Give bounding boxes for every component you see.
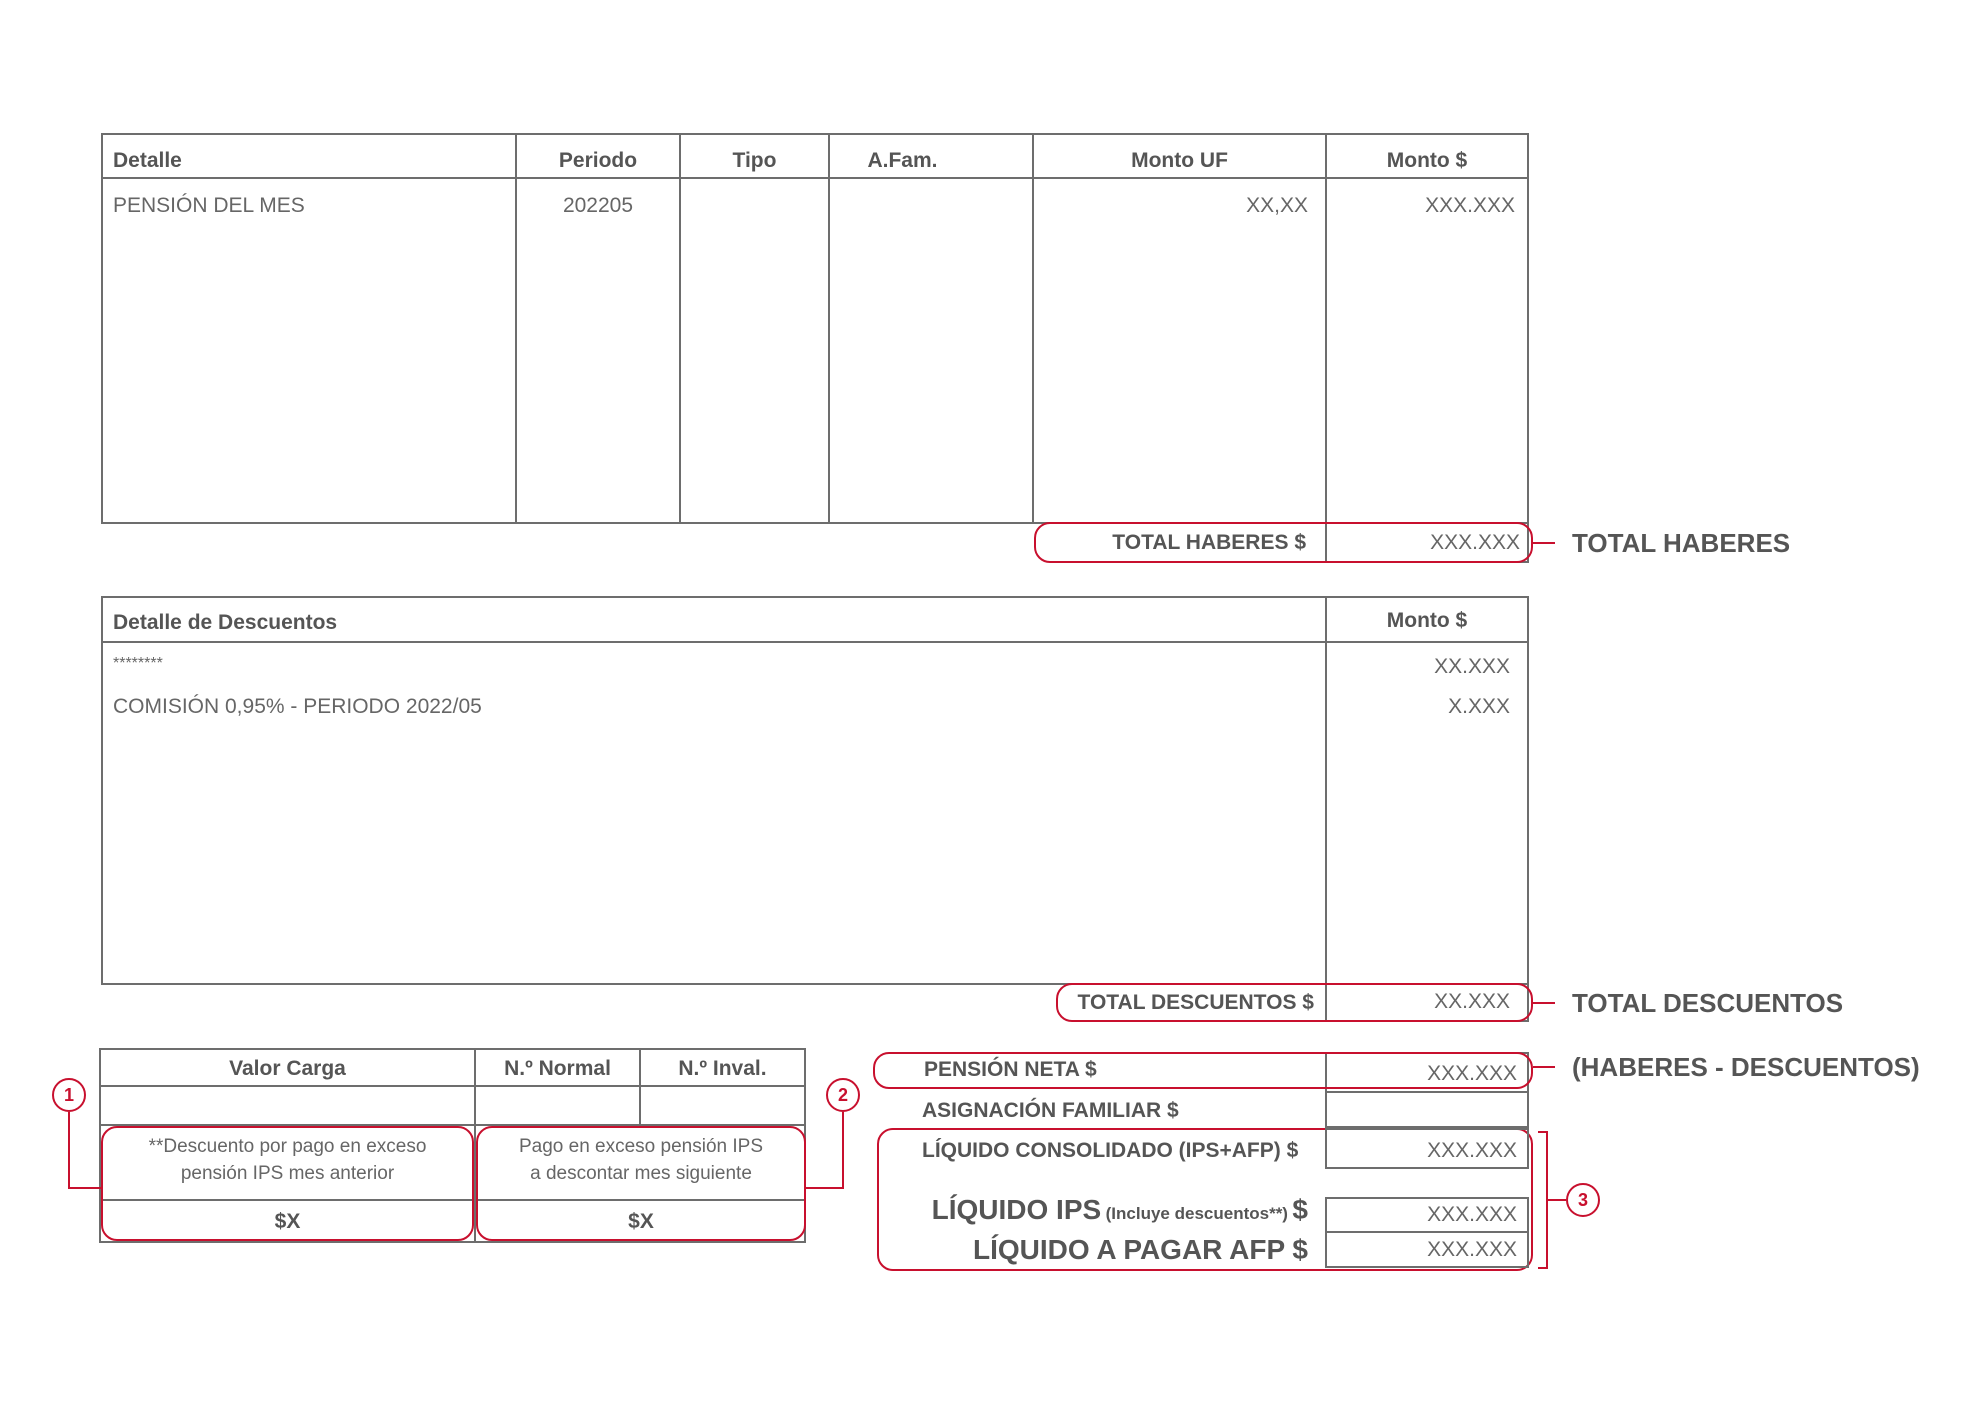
annotation-total-descuentos: TOTAL DESCUENTOS xyxy=(1572,988,1844,1018)
marker-2: 2 xyxy=(826,1078,860,1112)
header-monto-peso: Monto $ xyxy=(1386,149,1468,172)
header-normal: N.º Normal xyxy=(504,1057,611,1080)
asignacion-box xyxy=(1325,1091,1529,1128)
liquido-ips-suffix: $ xyxy=(1292,1194,1308,1225)
liquido-consolidado-label: LÍQUIDO CONSOLIDADO (IPS+AFP) $ xyxy=(922,1139,1299,1162)
note-2-value: $X xyxy=(628,1210,654,1233)
header-inval: N.º Inval. xyxy=(678,1057,767,1080)
liquido-ips-value: XXX.XXX xyxy=(1427,1203,1517,1226)
liquido-afp-label: LÍQUIDO A PAGAR AFP $ xyxy=(973,1234,1308,1265)
row-monto-uf: XX,XX xyxy=(1246,194,1308,217)
note-2-line2: a descontar mes siguiente xyxy=(530,1163,752,1184)
note-1-value: $X xyxy=(274,1210,301,1233)
total-haberes-value: XXX.XXX xyxy=(1430,531,1520,554)
descuento-row-2-detalle: COMISIÓN 0,95% - PERIODO 2022/05 xyxy=(113,695,482,718)
liquido-afp-value: XXX.XXX xyxy=(1427,1238,1517,1261)
marker-1: 1 xyxy=(52,1078,86,1112)
marker-3: 3 xyxy=(1566,1183,1600,1217)
note-1-line1: **Descuento por pago en exceso xyxy=(148,1136,427,1157)
header-detalle: Detalle xyxy=(113,149,182,172)
header-monto-uf: Monto UF xyxy=(1131,149,1228,172)
total-descuentos-value: XX.XXX xyxy=(1434,990,1510,1013)
row-detalle: PENSIÓN DEL MES xyxy=(113,194,305,217)
liquido-ips-label: LÍQUIDO IPS xyxy=(931,1194,1102,1225)
pension-neta-value: XXX.XXX xyxy=(1427,1062,1517,1085)
row-monto-peso: XXX.XXX xyxy=(1425,194,1515,217)
note-2-line1: Pago en exceso pensión IPS xyxy=(518,1136,763,1157)
descuento-row-1-monto: XX.XXX xyxy=(1434,655,1510,678)
asignacion-label: ASIGNACIÓN FAMILIAR $ xyxy=(922,1099,1179,1122)
liquido-ips-note: (Incluye descuentos**) xyxy=(1105,1204,1288,1223)
total-descuentos-label: TOTAL DESCUENTOS $ xyxy=(1077,991,1314,1014)
header-tipo: Tipo xyxy=(732,149,777,172)
note-1-line2: pensión IPS mes anterior xyxy=(180,1163,395,1184)
row-periodo: 202205 xyxy=(562,194,634,217)
descuento-row-2-monto: X.XXX xyxy=(1448,695,1510,718)
annotation-haberes-descuentos: (HABERES - DESCUENTOS) xyxy=(1572,1052,1920,1082)
total-haberes-label: TOTAL HABERES $ xyxy=(1112,531,1306,554)
liquido-ips-label-group xyxy=(880,1194,1308,1226)
header-valor-carga: Valor Carga xyxy=(229,1057,346,1080)
header-descuentos-monto: Monto $ xyxy=(1386,609,1468,632)
annotation-total-haberes: TOTAL HABERES xyxy=(1572,528,1791,558)
descuento-row-1-detalle: ******** xyxy=(113,655,163,672)
header-periodo: Periodo xyxy=(558,149,638,172)
header-detalle-descuentos: Detalle de Descuentos xyxy=(113,611,338,634)
pension-neta-label: PENSIÓN NETA $ xyxy=(924,1058,1097,1081)
header-afam: A.Fam. xyxy=(867,149,938,172)
liquido-consolidado-value: XXX.XXX xyxy=(1427,1139,1517,1162)
